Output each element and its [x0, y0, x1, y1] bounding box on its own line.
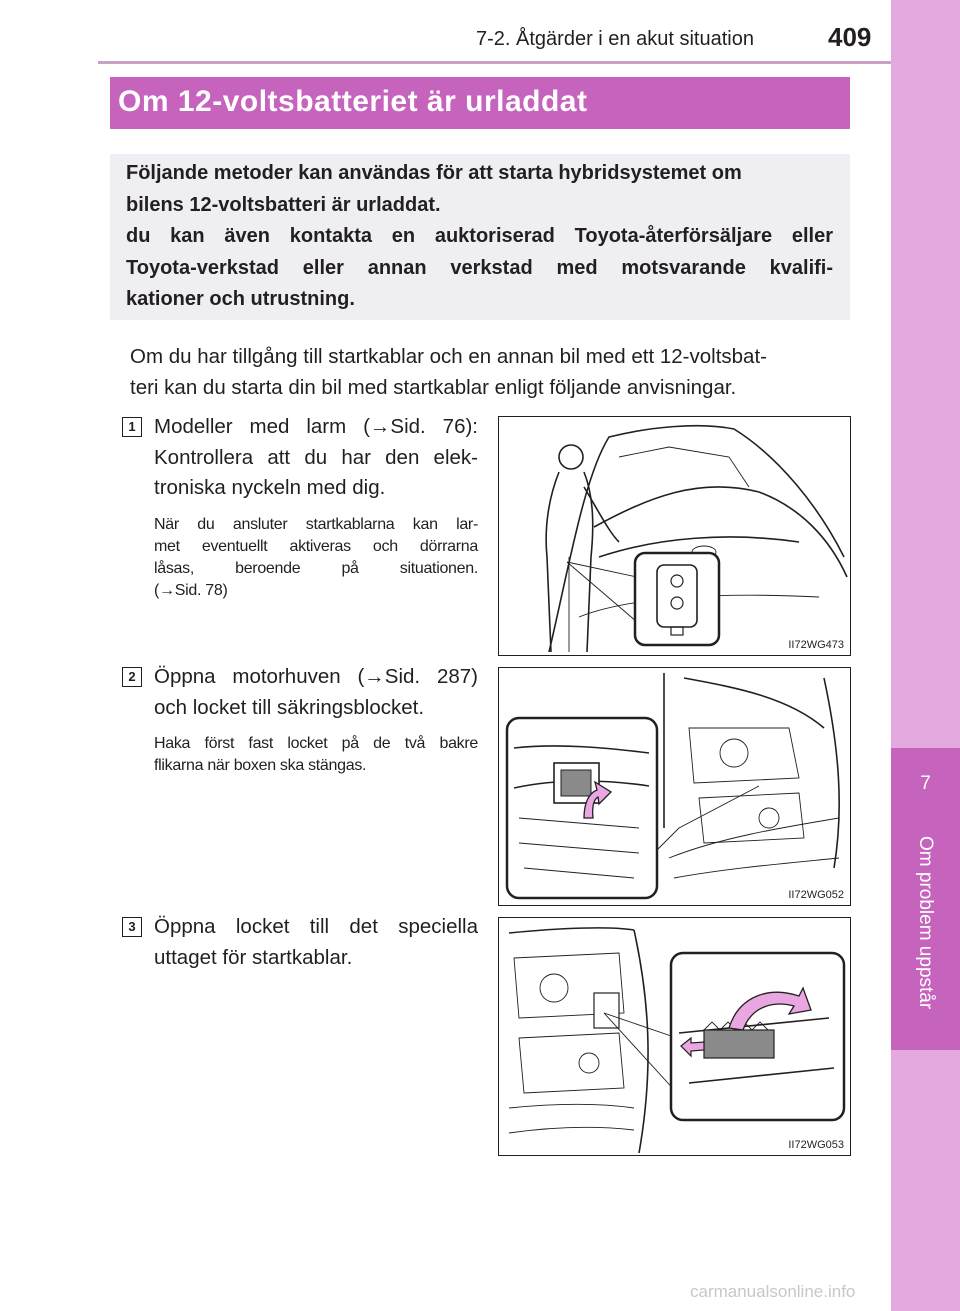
step-text: [154, 412, 478, 504]
note-line: låsas, beroende på situationen.: [154, 560, 478, 577]
watermark: carmanualsonline.info: [690, 1282, 856, 1301]
intro-line: Följande metoder kan användas för att starta hybridsystemet om: [126, 162, 742, 184]
step-number-badge: 3: [122, 917, 142, 937]
intro-line: bilens 12-voltsbatteri är urladdat.: [126, 193, 441, 216]
step-line: troniska nyckeln med dig.: [154, 476, 386, 499]
section-title-bar: [110, 77, 850, 129]
figure-electronic-key: [498, 416, 851, 656]
step-number-badge: 2: [122, 667, 142, 687]
note-line: met eventuellt aktiveras och dörrarna: [154, 538, 478, 555]
header-divider: [98, 61, 891, 64]
chapter-title: Om problem uppstår: [915, 836, 936, 1010]
step-line: Öppna motorhuven (→Sid. 287): [154, 665, 478, 688]
intro-line: du kan även kontakta en auktoriserad Toyota-återförsäljare eller: [126, 225, 833, 247]
intro-box: [110, 154, 850, 320]
step-line: uttaget för startkablar.: [154, 945, 353, 969]
figure-fuse-box: [498, 667, 851, 906]
step-note: [154, 514, 478, 602]
intro-line: kationer och utrustning.: [126, 288, 355, 310]
step-text: [154, 662, 478, 723]
step-line: Modeller med larm (→Sid. 76):: [154, 415, 478, 438]
person-with-key-illustration: [499, 417, 850, 655]
section-title: Om 12-voltsbatteriet är urladdat: [118, 85, 588, 118]
note-line: När du ansluter startkablarna kan lar-: [154, 516, 478, 533]
note-line: flikarna när boxen ska stängas.: [154, 757, 367, 774]
step-number-badge: 1: [122, 417, 142, 437]
figure-jump-terminal: [498, 917, 851, 1156]
page-number: 409: [828, 22, 872, 52]
step-line: Kontrollera att du har den elek-: [154, 445, 478, 469]
key-fob-icon: [657, 565, 697, 627]
step-text: [154, 912, 478, 973]
body-paragraph: [130, 341, 842, 403]
note-line: (→Sid. 78): [154, 582, 228, 599]
intro-text: [126, 158, 833, 316]
body-line: teri kan du starta din bil med startkablar enligt följande anvisningar.: [130, 376, 737, 399]
chapter-number: 7: [920, 773, 931, 794]
figure-code: II72WG053: [788, 1139, 844, 1151]
chapter-side-tab: [891, 0, 960, 1311]
step-note: [154, 733, 478, 777]
body-line: Om du har tillgång till startkablar och en annan bil med ett 12-voltsbat-: [130, 345, 767, 368]
intro-line: Toyota-verkstad eller annan verkstad med motsvarande kvalifi-: [126, 256, 833, 279]
fuse-box-inset: [507, 718, 657, 898]
header-section-title: 7-2. Åtgärder i en akut situation: [476, 28, 754, 50]
engine-bay-fuse-box-illustration: [499, 668, 850, 905]
figure-code: II72WG052: [788, 889, 844, 901]
note-line: Haka först fast locket på de två bakre: [154, 735, 478, 752]
jump-terminal-cover-illustration: [499, 918, 850, 1155]
step-line: Öppna locket till det speciella: [154, 915, 478, 938]
figure-code: II72WG473: [788, 639, 844, 651]
step-line: och locket till säkringsblocket.: [154, 695, 425, 719]
